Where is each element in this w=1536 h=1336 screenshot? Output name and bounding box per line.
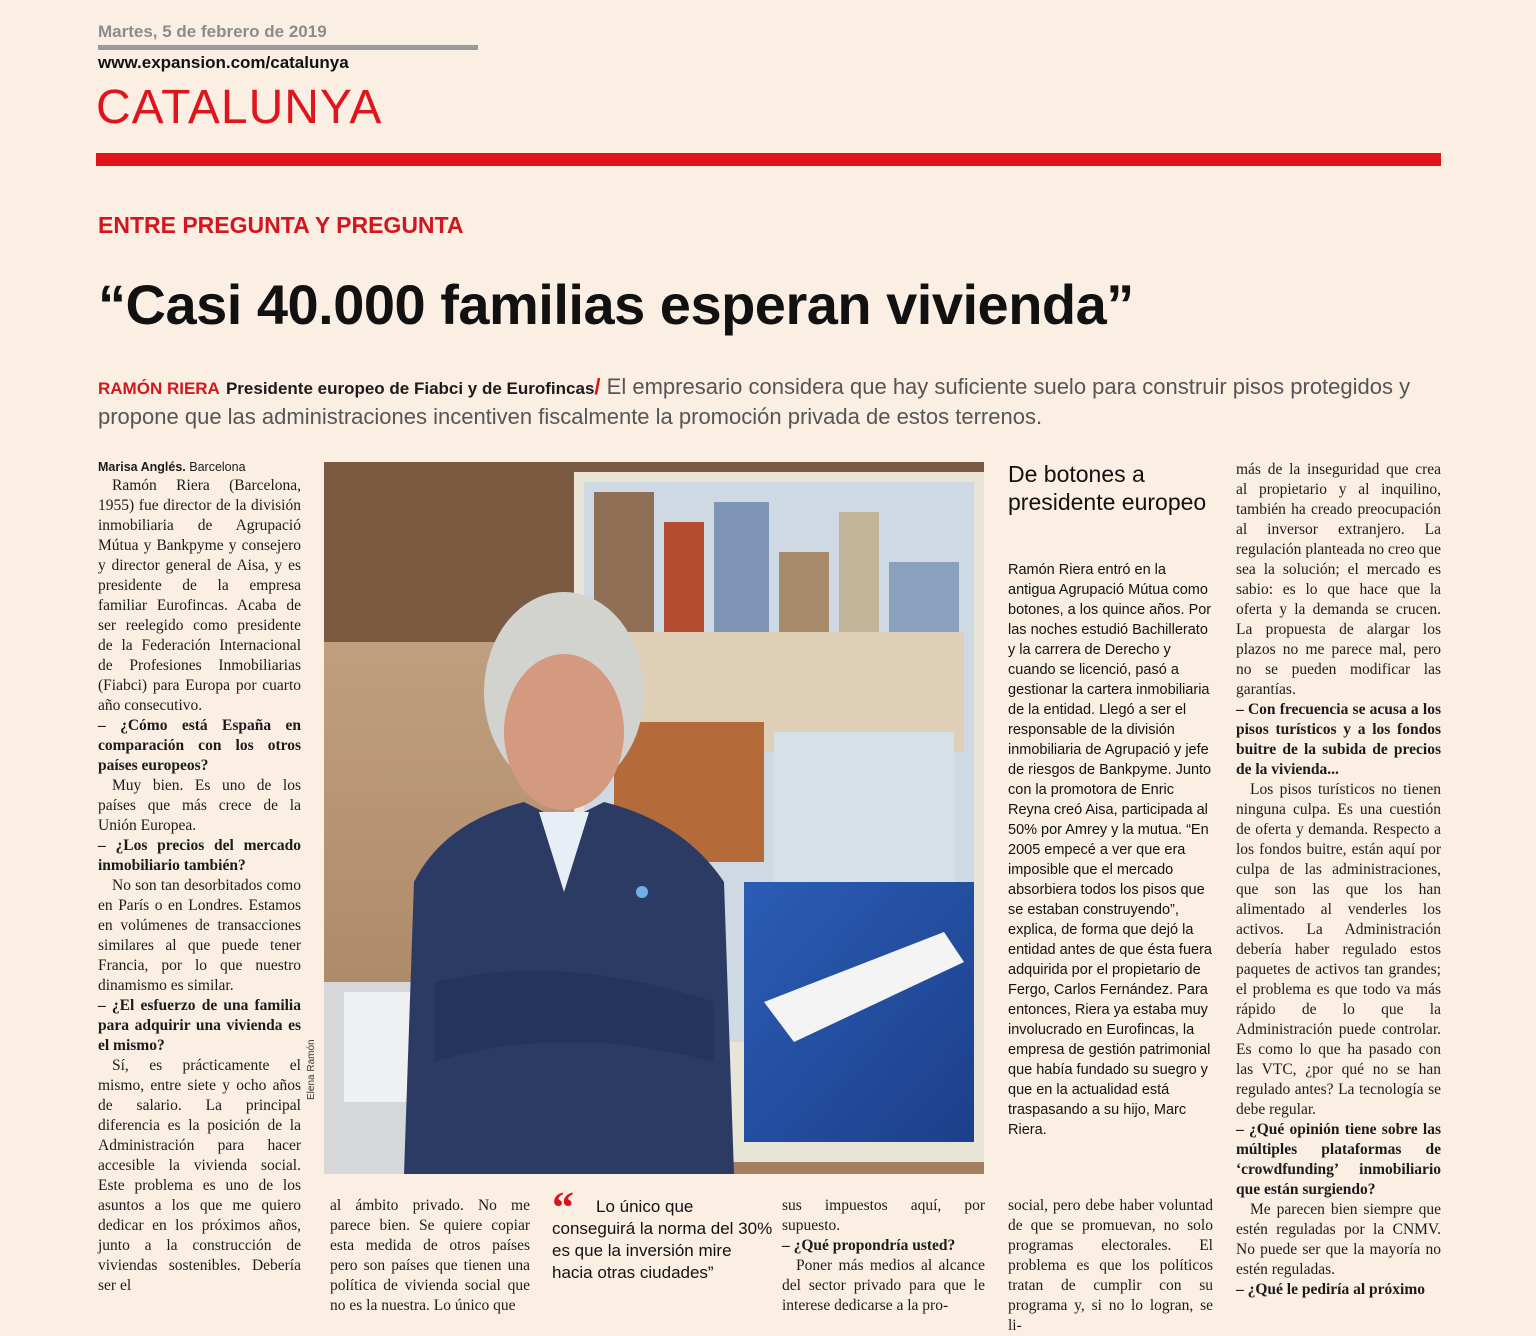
byline-place: Barcelona [189, 460, 246, 474]
interview-answer: Me parecen bien siempre que estén reguladas por la CNMV. No puede ser que la mayoría no estén reguladas. [1236, 1201, 1441, 1278]
pull-quote: Lo único que conseguirá la norma del 30% es que la inversión mire hacia otras ciudades” [552, 1197, 773, 1282]
interview-question: – ¿Qué le pediría al próximo [1236, 1281, 1426, 1298]
subhead-slash: / [594, 374, 601, 399]
portrait-photo [324, 462, 984, 1174]
interview-answer: Poner más medios al alcance del sector privado para que le interese dedicarse a la pro- [782, 1257, 985, 1314]
byline [98, 460, 301, 474]
subhead-role: Presidente europeo de Fiabci y de Eurofincas [225, 379, 595, 398]
section-title: CATALUNYA [96, 81, 383, 134]
subhead-text: El empresario considera que hay suficiente suelo para construir pisos protegidos y propone que las administraciones incentiven fiscalmente la promoción privada de estos terrenos. [98, 374, 1411, 429]
interview-answer: Los pisos turísticos no tienen ninguna culpa. Es una cuestión de oferta y demanda. Respecto a los fondos buitre, están aquí por culpa de las administraciones, que son las que los han alimentado al venderles los activos. La Administración debería haber regulado estos paquetes de activos tan grandes; el problema es que todo va más rápido de lo que la Administración puede controlar. Es como lo que ha pasado con las VTC, ¿por qué no se han regulado antes? La tecnología se debe regular. [1236, 781, 1441, 1118]
interview-answer: Sí, es prácticamente el mismo, entre siete y ocho años de salario. La principal diferencia es la posición de la Administración para hacer accesible la vivienda social. Este problema es uno de los asuntos a los que me quiero dedicar en los próximos años, junto a la construcción de viviendas sostenibles. Debería ser el [98, 1057, 301, 1294]
column-4-text: social, pero debe haber voluntad de que se promuevan, no solo programas electorales. El problema es que los políticos tratan de cumplir con su programa y, si no lo logran, se li- [1008, 1197, 1213, 1334]
subhead-name: RAMÓN RIERA [98, 379, 220, 398]
photo-credit: Elena Ramón [306, 1039, 317, 1100]
interview-answer: Muy bien. Es uno de los países que más crece de la Unión Europea. [98, 777, 301, 834]
article-photo [324, 462, 984, 1174]
column-3 [782, 1196, 985, 1316]
column-3-text [782, 1196, 985, 1316]
sidebar-body: Ramón Riera entró en la antigua Agrupació Mútua como botones, a los quince años. Por las noches estudió Bachillerato y la carrera de Derecho y cuando se licenció, pasó a gestionar la cartera inmobiliaria de la entidad. Llegó a ser el responsable de la división inmobiliaria de Agrupació y jefe de riesgos de Bankpyme. Junto con la promotora de Enric Reyna creó Aisa, participada al 50% por Amrey y la mutua. “En 2005 empecé a ver que era imposible que el mercado absorbiera todos los pisos que se estaban construyendo”, explica, de forma que dejó la entidad antes de que ésta fuera adquirida por el propietario de Fergo, Carlos Fernández. Para entonces, Riera ya estaba muy involucrado en Eurofincas, la empresa de gestión patrimonial que había fundado su suegro y que en la actualidad está traspasando a su hijo, Marc Riera. [1008, 562, 1212, 1138]
column-2 [330, 1196, 530, 1316]
column-2-text: al ámbito privado. No me parece bien. Se quiere copiar esta medida de otros países pero son países que tienen una política de vivienda social que no es la nuestra. Lo único que [330, 1197, 530, 1314]
quote-mark-icon: “ [552, 1183, 574, 1232]
date-divider [98, 45, 478, 50]
interview-question: – ¿Los precios del mercado inmobiliario también? [98, 837, 301, 874]
interview-question: – ¿El esfuerzo de una familia para adquirir una vivienda es el mismo? [98, 997, 301, 1054]
interview-question: – Con frecuencia se acusa a los pisos turísticos y a los fondos buitre de la subida de precios de la vivienda... [1236, 701, 1441, 778]
column-5 [1236, 460, 1441, 1300]
interview-question: – ¿Cómo está España en comparación con los otros países europeos? [98, 717, 301, 774]
section-url[interactable]: www.expansion.com/catalunya [98, 53, 349, 72]
byline-author: Marisa Anglés. [98, 460, 186, 474]
interview-answer: No son tan desorbitados como en París o en Londres. Estamos en volúmenes de transacciones similares al que puede tener Francia, por lo que nuestro dinamismo es similar. [98, 877, 301, 994]
column-5-text [1236, 460, 1441, 1300]
interview-answer: más de la inseguridad que crea al propietario y al inquilino, también ha creado preocupación al inversor extranjero. La regulación planteada no creo que sea la solución; el mercado es sabio: es lo que hace que la oferta y la demanda se crucen. La propuesta de alargar los plazos no me parece mal, pero no se pueden modificar las garantías. [1236, 461, 1441, 698]
section-rule [96, 153, 1441, 166]
interview-question: – ¿Qué propondría usted? [782, 1237, 956, 1254]
column-1-text [98, 476, 301, 1296]
interview-answer: Ramón Riera (Barcelona, 1955) fue director de la división inmobiliaria de Agrupació Mútua y Bankpyme y consejero y director general de Aisa, y es presidente de la empresa familiar Eurofincas. Acaba de ser reelegido como presidente de la Federación Internacional de Profesiones Inmobiliarias (Fiabci) para Europa por cuarto año consecutivo. [98, 477, 301, 714]
interview-answer: sus impuestos aquí, por supuesto. [782, 1197, 985, 1234]
column-1 [98, 460, 301, 1296]
publication-date: Martes, 5 de febrero de 2019 [98, 22, 327, 41]
article-headline: “Casi 40.000 familias esperan vivienda” [98, 273, 1134, 336]
article-subhead [98, 373, 1418, 431]
sidebar-title: De botones a presidente europeo [1008, 461, 1207, 515]
interview-question: – ¿Qué opinión tiene sobre las múltiples plataformas de ‘crowdfunding’ inmobiliario que están surgiendo? [1236, 1121, 1441, 1198]
article-kicker: ENTRE PREGUNTA Y PREGUNTA [98, 212, 464, 238]
column-4 [1008, 1196, 1213, 1336]
